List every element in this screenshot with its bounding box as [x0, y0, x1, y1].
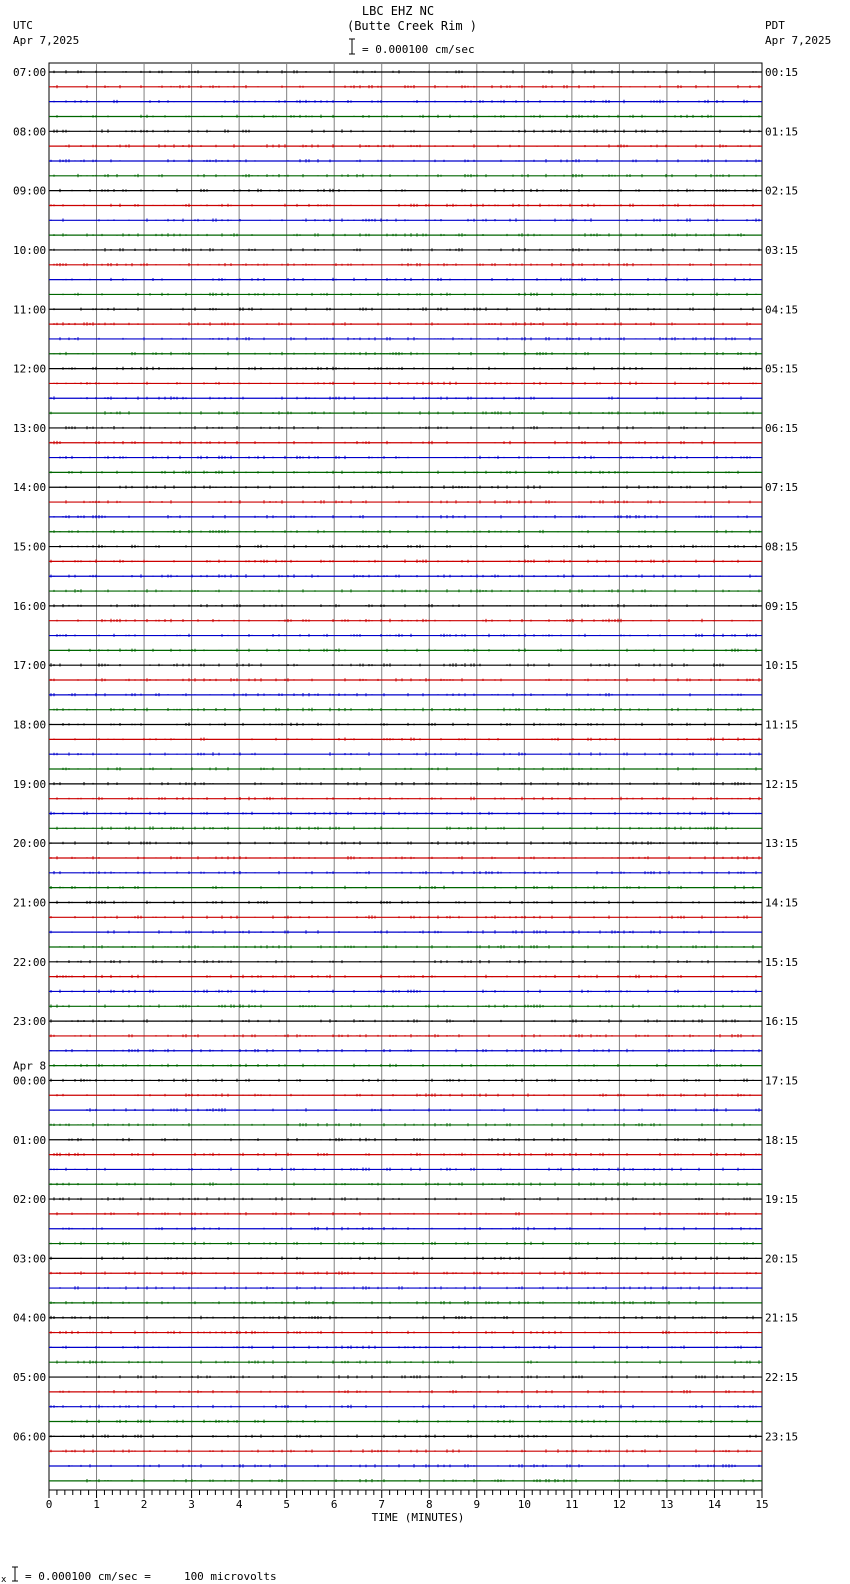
left-hour-label: 06:00: [13, 1430, 47, 1444]
right-hour-label: 17:15: [765, 1074, 799, 1088]
right-hour-label: 16:15: [765, 1015, 799, 1029]
right-hour-label: 15:15: [765, 955, 799, 969]
left-hour-label: 16:00: [13, 599, 47, 613]
scale-bar-icon: [349, 39, 355, 54]
x-axis: [46, 1490, 769, 1511]
x-tick-label: 10: [517, 1498, 531, 1511]
right-hour-label: 10:15: [765, 659, 799, 673]
right-hour-label: 18:15: [765, 1133, 799, 1147]
x-tick-label: 0: [45, 1498, 53, 1511]
footer-scale-icon: [1, 1567, 18, 1584]
left-hour-label: 19:00: [13, 777, 47, 791]
right-hour-label: 21:15: [765, 1311, 799, 1325]
right-hour-label: 01:15: [765, 125, 799, 139]
right-hour-label: 23:15: [765, 1430, 799, 1444]
date-change-label: Apr 8: [13, 1059, 47, 1073]
right-hour-label: 07:15: [765, 481, 799, 495]
left-timezone: UTC: [13, 19, 33, 32]
right-hour-label: 06:15: [765, 421, 799, 435]
scale-label: = 0.000100 cm/sec: [362, 43, 475, 56]
trace-noise: [57, 797, 759, 800]
right-hour-label: 05:15: [765, 362, 799, 376]
right-hour-label: 11:15: [765, 718, 799, 732]
right-hour-label: 00:15: [765, 66, 799, 79]
right-timezone: PDT: [765, 19, 785, 32]
left-hour-label: 11:00: [13, 303, 47, 317]
right-hour-label: 19:15: [765, 1193, 799, 1207]
x-tick-label: 8: [425, 1498, 433, 1511]
site-subtitle: (Butte Creek Rim ): [346, 19, 478, 33]
x-tick-label: 9: [473, 1498, 481, 1511]
station-title: LBC EHZ NC: [361, 4, 435, 18]
x-tick-label: 4: [235, 1498, 243, 1511]
right-hour-label: 13:15: [765, 837, 799, 851]
x-tick-label: 5: [283, 1498, 290, 1511]
right-date: Apr 7,2025: [765, 34, 832, 47]
x-tick-label: 11: [565, 1498, 579, 1511]
trace-layer: [49, 70, 762, 1482]
left-hour-label: 13:00: [13, 421, 47, 435]
left-hour-label: 22:00: [13, 955, 47, 969]
trace-noise: [54, 604, 756, 607]
left-hour-label: 05:00: [13, 1371, 47, 1385]
left-hour-label: 18:00: [13, 718, 47, 732]
x-tick-label: 3: [188, 1498, 195, 1511]
footer-scale-note: = 0.000100 cm/sec = 100 microvolts: [25, 1570, 277, 1583]
left-hour-label: 14:00: [13, 481, 47, 495]
right-hour-label: 08:15: [765, 540, 799, 554]
right-hour-label: 20:15: [765, 1252, 799, 1266]
right-hour-label: 02:15: [765, 184, 799, 198]
left-hour-label: 07:00: [13, 66, 47, 79]
left-hour-label: 00:00: [13, 1074, 47, 1088]
right-hour-label: 04:15: [765, 303, 799, 317]
left-hour-label: 10:00: [13, 243, 47, 257]
left-hour-label: 02:00: [13, 1193, 47, 1207]
x-tick-label: 7: [378, 1498, 386, 1511]
left-hour-label: 03:00: [13, 1252, 47, 1266]
plot-grid: [49, 63, 762, 1490]
x-tick-label: 12: [612, 1498, 627, 1511]
left-hour-label: 01:00: [13, 1133, 47, 1147]
left-hour-label: 09:00: [13, 184, 47, 198]
x-tick-label: 15: [755, 1498, 769, 1511]
right-hour-label: 12:15: [765, 777, 799, 791]
x-tick-label: 13: [660, 1498, 674, 1511]
left-hour-label: 12:00: [13, 362, 47, 376]
right-hour-label: 14:15: [765, 896, 799, 910]
left-hour-label: 04:00: [13, 1311, 47, 1325]
x-axis-title: TIME (MINUTES): [371, 1511, 465, 1524]
left-hour-label: 21:00: [13, 896, 47, 910]
left-date: Apr 7,2025: [13, 34, 80, 47]
right-hour-label: 09:15: [765, 599, 799, 613]
plot-frame: [49, 63, 762, 1490]
left-hour-label: 08:00: [13, 125, 47, 139]
left-hour-label: 23:00: [13, 1015, 47, 1029]
left-hour-label: 17:00: [13, 659, 47, 673]
x-tick-label: 14: [707, 1498, 722, 1511]
right-hour-label: 03:15: [765, 243, 799, 257]
x-tick-label: 2: [140, 1498, 148, 1511]
right-hour-label: 22:15: [765, 1371, 799, 1385]
x-tick-label: 1: [93, 1498, 100, 1511]
left-hour-label: 20:00: [13, 837, 47, 851]
svg-text:x: x: [1, 1575, 7, 1584]
x-tick-label: 6: [330, 1498, 338, 1511]
left-hour-label: 15:00: [13, 540, 47, 554]
